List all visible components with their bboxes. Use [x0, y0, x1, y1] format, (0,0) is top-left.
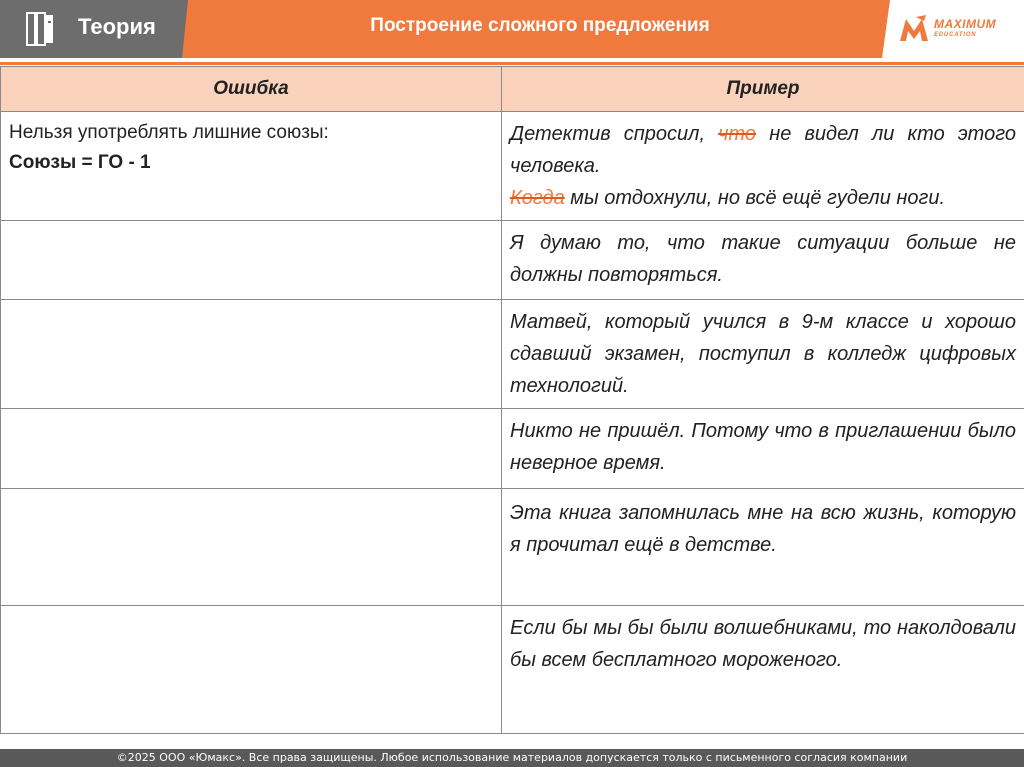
footer-bar — [0, 749, 1024, 767]
column-header-example: Пример — [502, 67, 1024, 112]
error-cell — [1, 606, 502, 734]
document-icon — [26, 11, 54, 47]
table-row — [1, 112, 1024, 221]
error-text: Нельзя употреблять лишние союзы: — [9, 122, 329, 143]
logo-subtext: EDUCATION — [934, 32, 977, 38]
table-row — [1, 300, 1024, 409]
logo-text: MAXIMUM — [934, 17, 997, 31]
header-bar — [0, 0, 1024, 58]
error-cell — [1, 489, 502, 606]
example-cell — [502, 112, 1024, 221]
copyright-text: ©2025 ООО «Юмакс». Все права защищены. Любое использование материалов допускается только с письменного согласия компании — [116, 751, 908, 764]
table-row — [1, 409, 1024, 489]
example-cell — [502, 409, 1024, 489]
error-cell — [1, 221, 502, 300]
example-cell — [502, 489, 1024, 606]
example-cell — [502, 606, 1024, 734]
table-header-row — [1, 67, 1024, 112]
example-sentence: Я думаю то, что такие ситуации больше не должны повторяться. — [510, 232, 1016, 286]
table-row — [1, 606, 1024, 734]
column-header-error: Ошибка — [1, 67, 502, 112]
errors-table — [0, 66, 1024, 734]
example-sentence: Матвей, который учился в 9-м классе и хорошо сдавший экзамен, поступил в колледж цифровых технологий. — [510, 311, 1016, 397]
error-cell — [1, 112, 502, 221]
struck-word: Когда — [510, 187, 565, 209]
header-divider — [0, 62, 1024, 65]
page-title: Построение сложного предложения — [370, 15, 710, 36]
example-sentence: Если бы мы бы были волшебниками, то наколдовали бы всем бесплатного мороженого. — [510, 617, 1016, 671]
error-cell — [1, 300, 502, 409]
table-row — [1, 221, 1024, 300]
example-cell — [502, 300, 1024, 409]
error-rule: Союзы = ГО - 1 — [9, 152, 151, 173]
error-cell — [1, 409, 502, 489]
example-sentence: Детектив спросил, что не видел ли кто этого человека. — [510, 123, 1016, 177]
logo-emblem-icon — [896, 11, 932, 47]
table-row — [1, 489, 1024, 606]
example-sentence: Когда мы отдохнули, но всё ещё гудели ноги. — [510, 187, 946, 209]
example-cell — [502, 221, 1024, 300]
brand-logo — [896, 11, 1020, 47]
section-label: Теория — [78, 14, 156, 39]
struck-word: что — [718, 123, 757, 145]
example-sentence: Никто не пришёл. Потому что в приглашении было неверное время. — [510, 420, 1016, 474]
example-sentence: Эта книга запомнилась мне на всю жизнь, которую я прочитал ещё в детстве. — [510, 502, 1016, 556]
